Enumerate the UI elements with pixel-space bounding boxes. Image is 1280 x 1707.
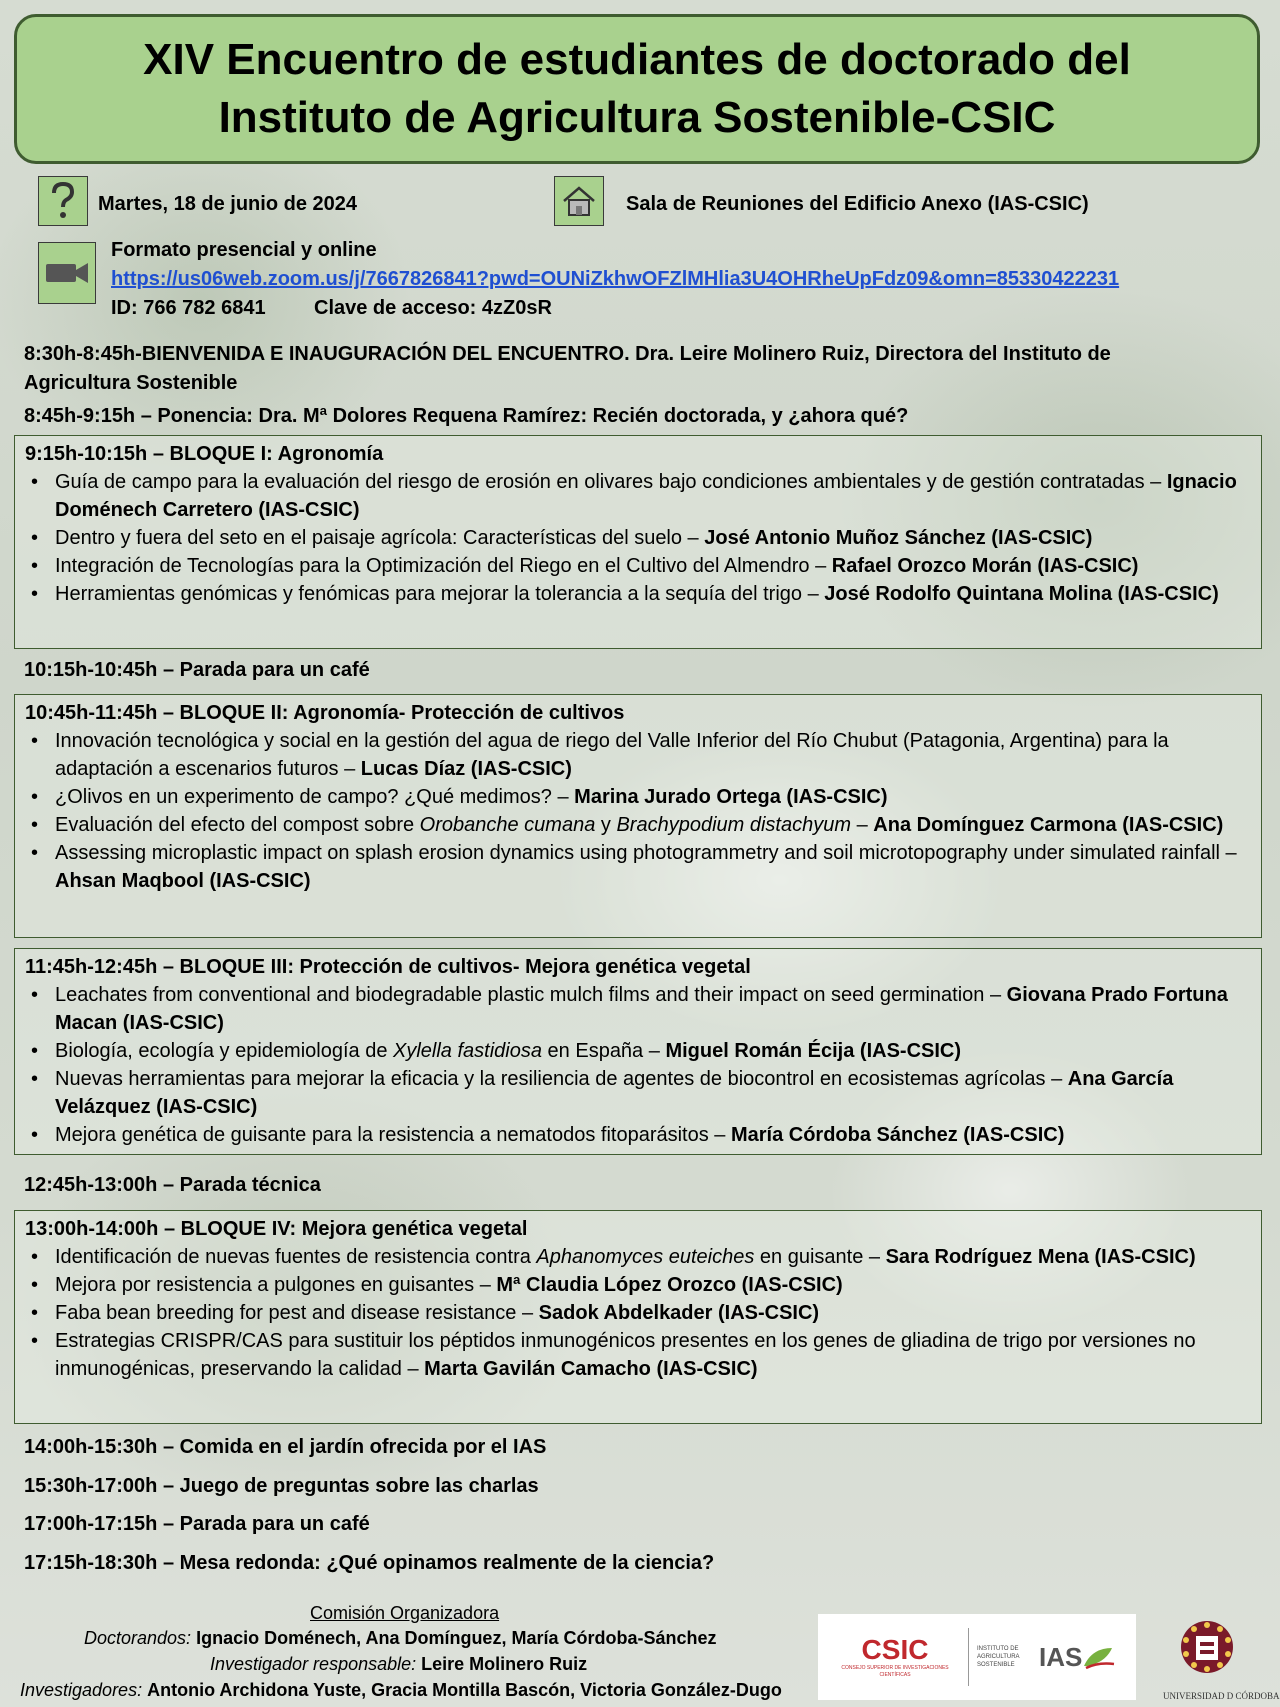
lunch-slot: 14:00h-15:30h – Comida en el jardín ofrecida por el IAS [24, 1436, 547, 1458]
talk-title-end: en España – [547, 1040, 660, 1062]
list-item [25, 1299, 1251, 1327]
talk-title: Biología, ecología y epidemiología de [55, 1040, 388, 1062]
talk-title: Innovación tecnológica y social en la gestión del agua de riego del Valle Inferior del Río Chubut (Patagonia, Argentina) para la adaptación a escenarios futuros – [55, 730, 1169, 780]
list-item [25, 552, 1251, 580]
block-3-heading: 11:45h-12:45h – BLOQUE III: Protección de cultivos- Mejora genética vegetal [25, 956, 751, 978]
talk-title-conjunction: y [600, 814, 611, 836]
list-item [25, 727, 1251, 783]
talk-title: Faba bean breeding for pest and disease resistance – [55, 1302, 534, 1324]
csic-logo-subtitle: CONSEJO SUPERIOR DE INVESTIGACIONES CIENTÍFICAS [841, 1665, 949, 1678]
block-1-heading: 9:15h-10:15h – BLOQUE I: Agronomía [25, 443, 384, 465]
list-item [25, 1037, 1251, 1065]
talk-speaker: Rafael Orozco Morán (IAS-CSIC) [831, 555, 1139, 577]
round-table-slot: 17:15h-18:30h – Mesa redonda: ¿Qué opinamos realmente de la ciencia? [24, 1552, 715, 1574]
researchers-names: Antonio Archidona Yuste, Gracia Montilla Bascón, Victoria González-Dugo [147, 1680, 782, 1700]
list-item [25, 524, 1251, 552]
talk-speaker: Miguel Román Écija (IAS-CSIC) [665, 1040, 962, 1062]
list-item [25, 981, 1251, 1037]
event-date: Martes, 18 de junio de 2024 [98, 193, 357, 215]
species-name: Brachypodium distachyum [616, 814, 852, 836]
partner-logos [818, 1614, 1136, 1700]
talk-speaker: María Córdoba Sánchez (IAS-CSIC) [730, 1124, 1065, 1146]
talk-speaker: Ana Domínguez Carmona (IAS-CSIC) [873, 814, 1224, 836]
list-item [25, 580, 1251, 608]
species-name: Orobanche cumana [419, 814, 596, 836]
talk-title: Dentro y fuera del seto en el paisaje agrícola: Características del suelo – [55, 527, 699, 549]
list-item [25, 1271, 1251, 1299]
talk-speaker: Giovana Prado Fortuna Macan (IAS-CSIC) [55, 984, 1228, 1034]
talk-title: ¿Olivos en un experimento de campo? ¿Qué medimos? – [55, 786, 569, 808]
talk-speaker: José Antonio Muñoz Sánchez (IAS-CSIC) [704, 527, 1093, 549]
species-name: Xylella fastidiosa [393, 1040, 542, 1062]
talk-title: Mejora por resistencia a pulgones en guisantes – [55, 1274, 491, 1296]
home-icon [554, 176, 604, 226]
zoom-link[interactable]: https://us06web.zoom.us/j/7667826841?pwd=OUNiZkhwOFZlMHlia3U4OHRheUpFdz09&omn=85330422231 [111, 268, 1120, 290]
event-format: Formato presencial y online [111, 239, 377, 261]
block-1 [14, 435, 1262, 649]
video-camera-icon [38, 242, 96, 304]
ias-logo-text: IAS [1039, 1641, 1083, 1672]
talk-speaker: Lucas Díaz (IAS-CSIC) [360, 758, 572, 780]
talk-title: Estrategias CRISPR/CAS para sustituir los péptidos inmunogénicos presentes en los genes de gliadina de trigo por versiones no inmunogénicas, preservando la calidad – [55, 1330, 1196, 1380]
block-4 [14, 1210, 1262, 1424]
list-item [25, 1121, 1251, 1149]
talk-title: Mejora genética de guisante para la resistencia a nematodos fitoparásitos – [55, 1124, 726, 1146]
technical-break: 12:45h-13:00h – Parada técnica [24, 1174, 321, 1196]
list-item [25, 1065, 1251, 1121]
talk-title: Assessing microplastic impact on splash erosion dynamics using photogrammetry and soil microtopography under simulated rainfall – [55, 842, 1237, 864]
coffee-break-1: 10:15h-10:45h – Parada para un café [24, 659, 370, 681]
quiz-slot: 15:30h-17:00h – Juego de preguntas sobre las charlas [24, 1475, 539, 1497]
uco-shield-icon [1176, 1616, 1238, 1684]
meeting-passcode: Clave de acceso: 4zZ0sR [314, 297, 552, 319]
talk-title: Guía de campo para la evaluación del riesgo de erosión en olivares bajo condiciones ambientales y de gestión contratadas – [55, 471, 1162, 493]
list-item [25, 468, 1251, 524]
title-line-1: XIV Encuentro de estudiantes de doctorado del [143, 35, 1131, 84]
responsible-name: Leire Molinero Ruiz [421, 1654, 588, 1674]
researchers-label: Investigadores: [20, 1680, 143, 1700]
talk-speaker: Marta Gavilán Camacho (IAS-CSIC) [424, 1358, 758, 1380]
keynote-talk: 8:45h-9:15h – Ponencia: Dra. Mª Dolores Requena Ramírez: Recién doctorada, y ¿ahora qué? [24, 405, 909, 427]
talk-speaker: Ignacio Doménech Carretero (IAS-CSIC) [55, 471, 1237, 521]
title-line-2: Instituto de Agricultura Sostenible-CSIC [218, 93, 1056, 142]
meeting-id: ID: 766 782 6841 [111, 297, 266, 319]
welcome-line-1: 8:30h-8:45h-BIENVENIDA E INAUGURACIÓN DEL ENCUENTRO. Dra. Leire Molinero Ruiz, Directora del Instituto de [24, 343, 1111, 365]
coffee-break-2: 17:00h-17:15h – Parada para un café [24, 1513, 370, 1535]
talk-title: Integración de Tecnologías para la Optimización del Riego en el Cultivo del Almendro – [55, 555, 827, 577]
talk-title: Evaluación del efecto del compost sobre [55, 814, 415, 836]
block-3 [14, 948, 1262, 1155]
block-2-heading: 10:45h-11:45h – BLOQUE II: Agronomía- Protección de cultivos [25, 702, 625, 724]
list-item [25, 839, 1251, 895]
title-banner [14, 14, 1260, 164]
ias-leaf-icon [1082, 1644, 1116, 1670]
csic-logo [830, 1635, 960, 1679]
talk-title: Leachates from conventional and biodegradable plastic mulch films and their impact on seed germination – [55, 984, 1002, 1006]
event-venue: Sala de Reuniones del Edificio Anexo (IAS-CSIC) [626, 193, 1089, 215]
talk-speaker: Marina Jurado Ortega (IAS-CSIC) [574, 786, 888, 808]
talk-speaker: José Rodolfo Quintana Molina (IAS-CSIC) [824, 583, 1219, 605]
talk-speaker: Sadok Abdelkader (IAS-CSIC) [538, 1302, 820, 1324]
committee-students [84, 1625, 717, 1651]
students-names: Ignacio Doménech, Ana Domínguez, María Córdoba-Sánchez [196, 1628, 717, 1648]
uco-logo-text: UNIVERSIDAD D CÓRDOBA [1163, 1691, 1280, 1701]
talk-title-end: en guisante – [759, 1246, 881, 1268]
question-icon [38, 176, 88, 226]
committee-title: Comisión Organizadora [310, 1603, 500, 1623]
talk-title: Identificación de nuevas fuentes de resistencia contra [55, 1246, 531, 1268]
talk-title: Herramientas genómicas y fenómicas para mejorar la tolerancia a la sequía del trigo – [55, 583, 819, 605]
committee-researchers [20, 1677, 782, 1703]
species-name: Aphanomyces euteiches [536, 1246, 755, 1268]
ias-logo-subtitle: INSTITUTO DE AGRICULTURA SOSTENIBLE [977, 1646, 1020, 1668]
committee-responsible [210, 1651, 587, 1677]
talk-speaker: Ana García Velázquez (IAS-CSIC) [55, 1068, 1174, 1118]
list-item [25, 1327, 1251, 1383]
list-item [25, 1243, 1251, 1271]
block-2 [14, 694, 1262, 938]
talk-title-dash: – [856, 814, 868, 836]
talk-title: Nuevas herramientas para mejorar la eficacia y la resiliencia de agentes de biocontrol en ecosistemas agrícolas – [55, 1068, 1063, 1090]
welcome-line-2: Agricultura Sostenible [24, 372, 238, 394]
talk-speaker: Ahsan Maqbool (IAS-CSIC) [55, 870, 311, 892]
responsible-label: Investigador responsable: [210, 1654, 417, 1674]
students-label: Doctorandos: [84, 1628, 192, 1648]
talk-speaker: Mª Claudia López Orozco (IAS-CSIC) [496, 1274, 843, 1296]
list-item [25, 811, 1251, 839]
list-item [25, 783, 1251, 811]
csic-logo-text: CSIC [861, 1634, 929, 1665]
talk-speaker: Sara Rodríguez Mena (IAS-CSIC) [885, 1246, 1196, 1268]
block-4-heading: 13:00h-14:00h – BLOQUE IV: Mejora genética vegetal [25, 1218, 528, 1240]
